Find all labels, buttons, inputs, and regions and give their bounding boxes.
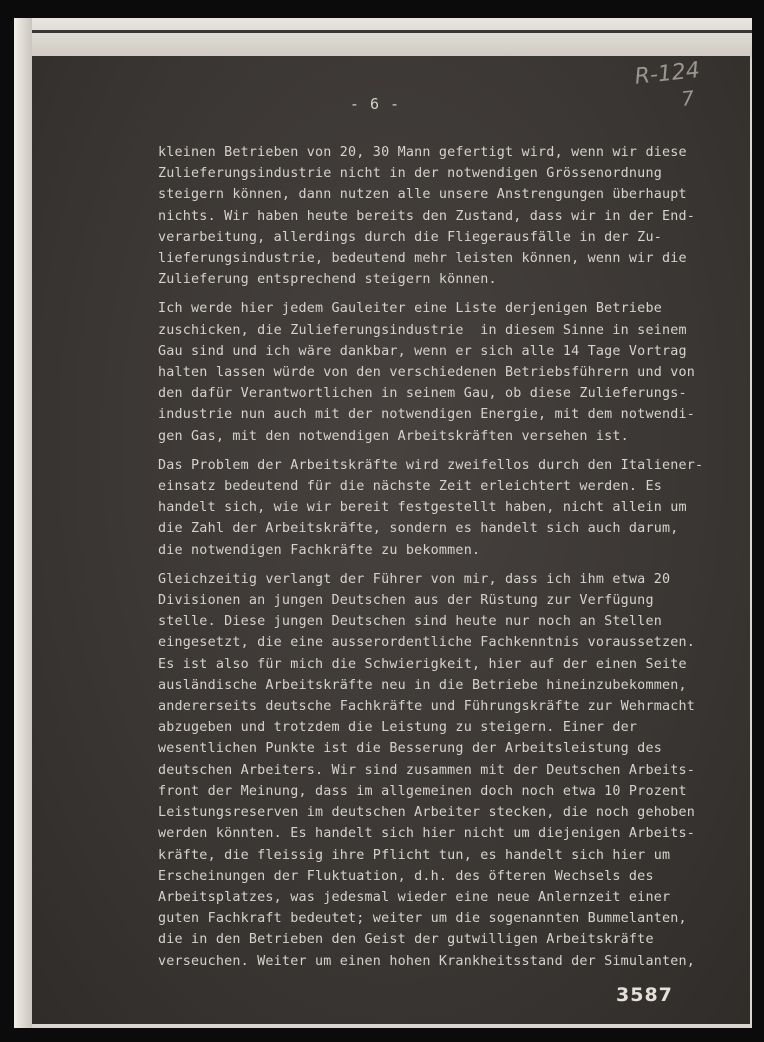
text-line: zuschicken, die Zulieferungsindustrie in diesem Sinne in seinem — [158, 322, 687, 338]
text-line: industrie nun auch mit der notwendigen Energie, mit dem notwendi- — [158, 407, 696, 423]
text-line: gen Gas, mit den notwendigen Arbeitskräften versehen ist. — [158, 428, 629, 444]
text-line: Gleichzeitig verlangt der Führer von mir, dass ich ihm etwa 20 — [158, 571, 671, 587]
text-line: Divisionen an jungen Deutschen aus der Rüstung zur Verfügung — [158, 593, 654, 609]
handwritten-annotation — [634, 55, 729, 116]
text-line: kleinen Betrieben von 20, 30 Mann gefertigt wird, wenn wir diese — [158, 145, 687, 160]
document-body — [158, 142, 748, 980]
text-line: guten Fachkraft bedeutet; weiter um die sogenannten Bummelanten, — [158, 911, 687, 927]
paragraph — [158, 142, 748, 290]
text-line: front der Meinung, dass im allgemeinen doch noch etwa 10 Prozent — [158, 783, 687, 799]
text-line: verseuchen. Weiter um einen hohen Krankheitsstand der Simulanten, — [158, 953, 696, 969]
text-line: verarbeitung, allerdings durch die Fliegerausfälle in der Zu- — [158, 229, 662, 245]
text-line: steigern können, dann nutzen alle unsere Anstrengungen überhaupt — [158, 187, 687, 203]
text-line: Ich werde hier jedem Gauleiter eine Liste derjenigen Betriebe — [158, 301, 662, 317]
text-line: werden könnten. Es handelt sich hier nicht um diejenigen Arbeits- — [158, 826, 696, 842]
text-line: die Zahl der Arbeitskräfte, sondern es handelt sich auch darum, — [158, 521, 679, 537]
text-line: Leistungsreserven im deutschen Arbeiter stecken, die noch gehoben — [158, 805, 696, 821]
text-line: Arbeitsplatzes, was jedesmal wieder eine neue Anlernzeit einer — [158, 889, 671, 905]
paper-left-margin — [14, 18, 32, 1028]
text-line: Zulieferung entsprechend steigern können. — [158, 272, 497, 288]
text-line: handelt sich, wie wir bereit festgestellt haben, nicht allein um — [158, 500, 687, 516]
text-line: nichts. Wir haben heute bereits den Zustand, dass wir in der End- — [158, 208, 696, 224]
text-line: andererseits deutsche Fachkräfte und Führungskräfte zur Wehrmacht — [158, 699, 696, 715]
text-line: abzugeben und trotzdem die Leistung zu steigern. Einer der — [158, 720, 638, 736]
annotation-line-2: 7 — [680, 85, 696, 111]
text-line: wesentlichen Punkte ist die Besserung der Arbeitsleistung des — [158, 741, 662, 757]
annotation-line-1: R-124 — [633, 58, 702, 90]
paragraph — [158, 298, 748, 446]
paragraph — [158, 569, 748, 972]
text-line: eingesetzt, die eine ausserordentliche Fachkenntnis voraussetzen. — [158, 635, 696, 651]
text-line: halten lassen würde von den verschiedenen Betriebsführern und von — [158, 365, 696, 381]
page-number: - 6 - — [349, 95, 401, 113]
text-line: die notwendigen Fachkräfte zu bekommen. — [158, 542, 481, 558]
paper-top-band — [14, 18, 752, 58]
text-line: kräfte, die fleissig ihre Pflicht tun, es handelt sich hier um — [158, 847, 671, 863]
text-line: Erscheinungen der Fluktuation, d.h. des öfteren Wechsels des — [158, 868, 654, 884]
text-line: Das Problem der Arbeitskräfte wird zweifellos durch den Italiener- — [158, 457, 704, 473]
text-line: stelle. Diese jungen Deutschen sind heute nur noch an Stellen — [158, 614, 662, 630]
text-line: die in den Betrieben den Geist der gutwilligen Arbeitskräfte — [158, 932, 654, 948]
text-line: deutschen Arbeiters. Wir sind zusammen mit der Deutschen Arbeits- — [158, 762, 696, 778]
text-line: Es ist also für mich die Schwierigkeit, hier auf der einen Seite — [158, 656, 687, 672]
paragraph — [158, 455, 748, 561]
text-line: einsatz bedeutend für die nächste Zeit erleichtert werden. Es — [158, 479, 662, 495]
text-line: Gau sind und ich wäre dankbar, wenn er sich alle 14 Tage Vortrag — [158, 343, 687, 359]
archive-stamp-number: 3587 — [616, 984, 673, 1006]
text-line: den dafür Verantwortlichen in seinem Gau, ob diese Zulieferungs- — [158, 386, 687, 402]
paper-top-rule — [14, 30, 752, 33]
text-line: lieferungsindustrie, bedeutend mehr leisten können, wenn wir die — [158, 251, 687, 267]
text-line: Zulieferungsindustrie nicht in der notwendigen Grössenordnung — [158, 166, 662, 182]
text-line: ausländische Arbeitskräfte neu in die Betriebe hineinzubekommen, — [158, 677, 687, 693]
